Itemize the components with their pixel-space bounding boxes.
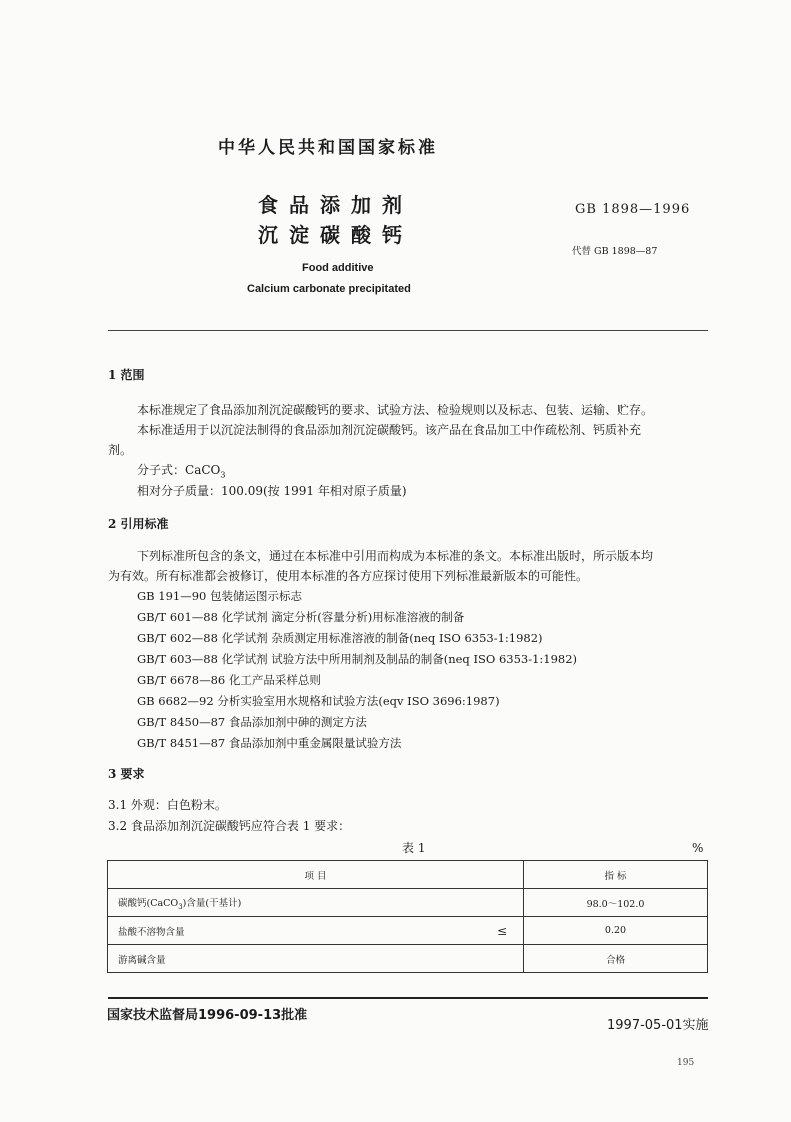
requirements-table — [107, 860, 708, 973]
table-header-item: 项 目 — [108, 861, 524, 889]
requirement-3-2: 3.2 食品添加剂沉淀碳酸钙应符合表 1 要求： — [108, 819, 351, 833]
section-1-paragraph-1: 本标准规定了食品添加剂沉淀碳酸钙的要求、试验方法、检验规则以及标志、包装、运输、贮存。 — [137, 403, 654, 417]
section-2-paragraph-cont: 为有效。所有标准都会被修订，使用本标准的各方应探讨使用下列标准最新版本的可能性。 — [108, 569, 589, 583]
reference-item: GB 191—90 包装储运图示标志 — [137, 589, 303, 603]
reference-item: GB/T 8451—87 食品添加剂中重金属限量试验方法 — [137, 736, 402, 750]
table-row — [108, 945, 708, 973]
title-cn-line2: 沉淀碳酸钙 — [258, 223, 413, 247]
molecular-formula: 分子式：CaCO$_3$ — [137, 463, 226, 480]
footer-divider — [108, 997, 708, 999]
table-row — [108, 917, 708, 945]
reference-item: GB 6682—92 分析实验室用水规格和试验方法(eqv ISO 3696:1987) — [137, 694, 500, 708]
table-cell-value: 合格 — [524, 945, 708, 973]
section-1-heading: 1 范围 — [108, 368, 145, 382]
table-row — [108, 889, 708, 917]
molecular-mass: 相对分子质量：100.09(按 1991 年相对原子质量) — [137, 484, 407, 498]
reference-item: GB/T 6678—86 化工产品采样总则 — [137, 673, 321, 687]
standard-number: GB 1898—1996 — [575, 202, 691, 217]
section-1-paragraph-2: 本标准适用于以沉淀法制得的食品添加剂沉淀碳酸钙。该产品在食品加工中作疏松剂、钙质补充 — [137, 423, 642, 437]
table-cell-item: 盐酸不溶物含量 ≤ — [108, 917, 524, 945]
reference-item: GB/T 8450—87 食品添加剂中砷的测定方法 — [137, 715, 367, 729]
national-standard-title: 中华人民共和国国家标准 — [218, 138, 438, 158]
reference-item: GB/T 602—88 化学试剂 杂质测定用标准溶液的制备(neq ISO 6353-1:1982) — [137, 631, 543, 645]
section-2-paragraph: 下列标准所包含的条文，通过在本标准中引用而构成为本标准的条文。本标准出版时，所示版本均 — [137, 549, 654, 563]
reference-item: GB/T 603—88 化学试剂 试验方法中所用制剂及制品的制备(neq ISO 6353-1:1982) — [137, 652, 578, 666]
section-2-heading: 2 引用标准 — [108, 517, 169, 531]
replaces-standard: 代替 GB 1898—87 — [572, 246, 658, 257]
table-caption: 表 1 — [402, 841, 426, 855]
table-unit: % — [692, 841, 704, 855]
title-en-line2: Calcium carbonate precipitated — [247, 283, 411, 295]
approval-line: 国家技术监督局1996-09-13批准 — [107, 1008, 308, 1023]
table-cell-item: 游离碱含量 — [108, 945, 524, 973]
title-cn-line1: 食品添加剂 — [258, 193, 413, 217]
reference-item: GB/T 601—88 化学试剂 滴定分析(容量分析)用标准溶液的制备 — [137, 610, 465, 624]
table-cell-value: 98.0～102.0 — [524, 889, 708, 917]
section-3-heading: 3 要求 — [108, 767, 145, 781]
section-1-paragraph-2-cont: 剂。 — [108, 443, 133, 457]
effective-date: 1997-05-01实施 — [607, 1018, 709, 1033]
table-header-row — [108, 861, 708, 889]
title-en-line1: Food additive — [302, 262, 374, 274]
page-number: 195 — [677, 1058, 695, 1068]
table-cell-value: 0.20 — [524, 917, 708, 945]
table-header-index: 指 标 — [524, 861, 708, 889]
requirement-3-1: 3.1 外观：白色粉末。 — [108, 798, 227, 812]
header-divider — [108, 330, 708, 331]
table-cell-item: 碳酸钙(CaCO$_3$)含量(干基计) — [108, 889, 524, 917]
